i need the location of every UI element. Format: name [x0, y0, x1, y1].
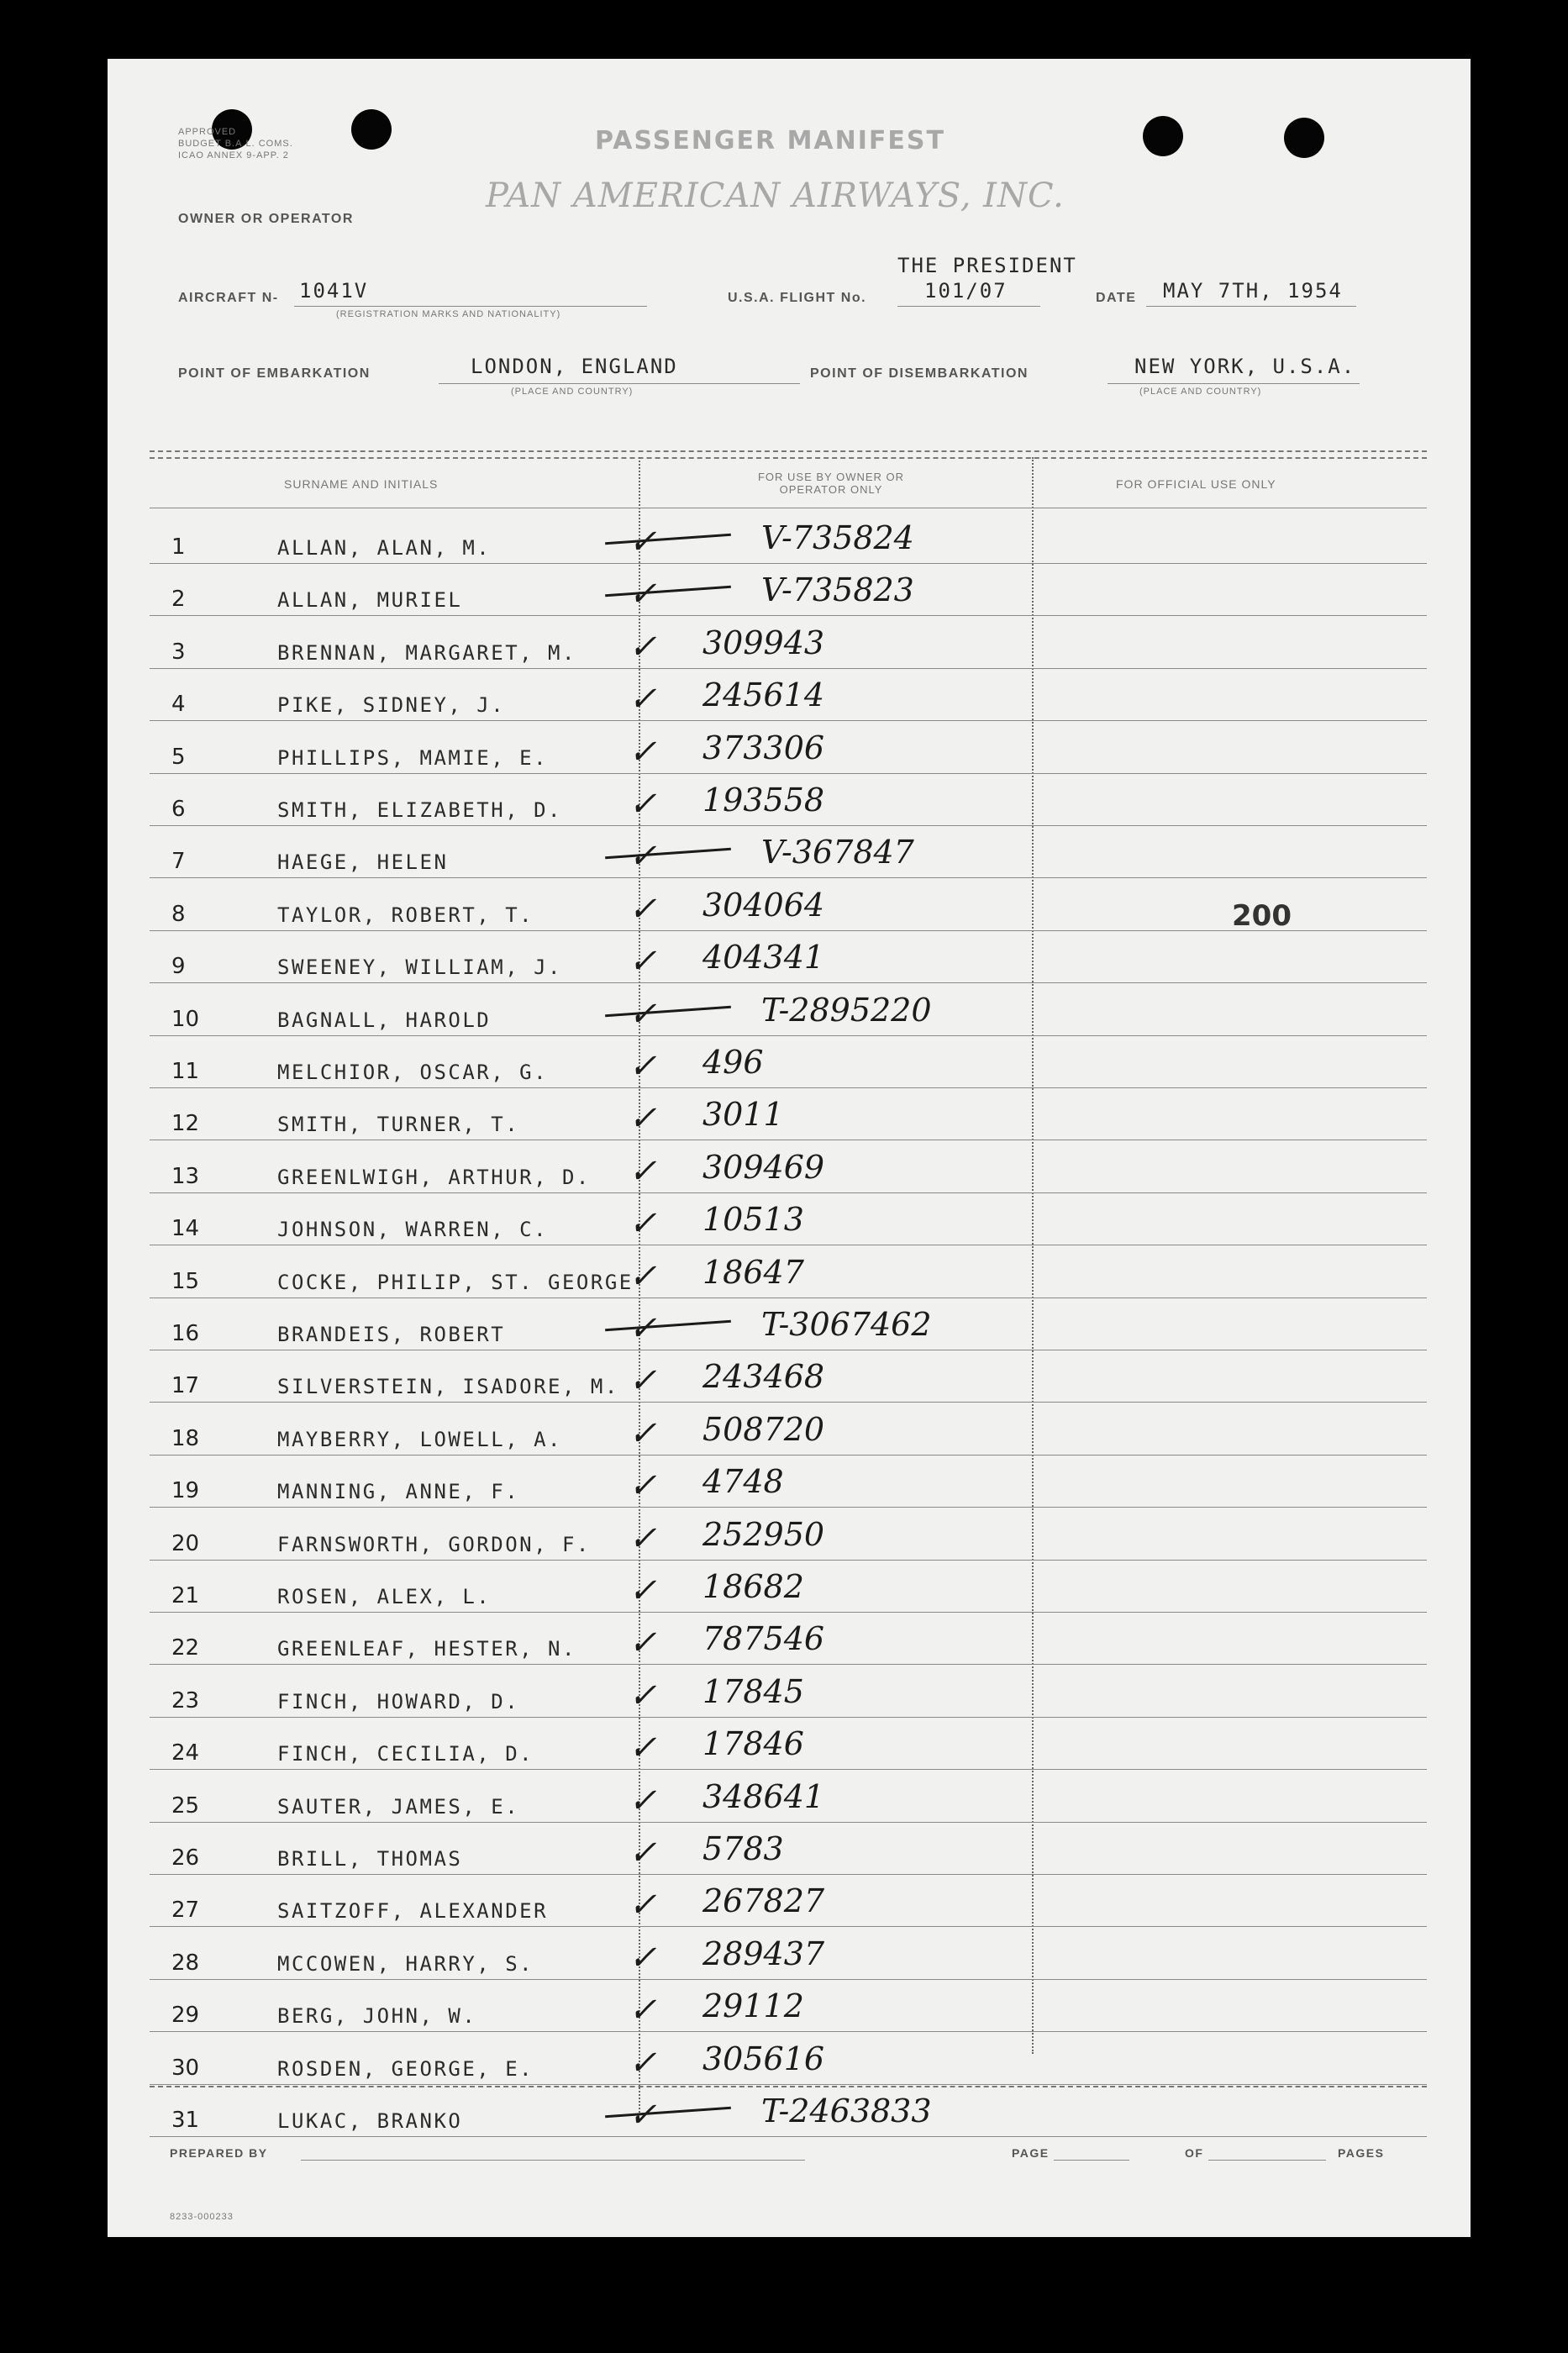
page-label: PAGE	[1012, 2146, 1050, 2160]
check-mark-icon: ✓	[629, 942, 657, 982]
check-mark-icon: ✓	[629, 1151, 657, 1191]
check-mark-icon: ✓	[629, 2096, 657, 2135]
row-number: 15	[171, 1268, 200, 1294]
row-number: 26	[171, 1845, 200, 1871]
passenger-name: FARNSWORTH, GORDON, F.	[277, 1532, 591, 1556]
passenger-name: TAYLOR, ROBERT, T.	[277, 903, 534, 927]
row-number: 8	[171, 901, 186, 927]
passport-number: 304064	[702, 886, 825, 924]
passenger-name: MCCOWEN, HARRY, S.	[277, 1951, 534, 1976]
passenger-name: FINCH, HOWARD, D.	[277, 1689, 520, 1713]
check-mark-icon: ✓	[629, 523, 657, 561]
row-rule	[150, 2084, 1427, 2085]
strike-mark	[605, 2107, 731, 2118]
check-mark-icon: ✓	[629, 1834, 657, 1872]
check-mark-icon: ✓	[629, 1466, 657, 1506]
column-owner-use: FOR USE BY OWNER OR OPERATOR ONLY	[757, 471, 905, 496]
passport-number: V-735824	[761, 519, 914, 556]
row-number: 20	[171, 1530, 200, 1556]
passenger-name: ROSEN, ALEX, L.	[277, 1585, 492, 1608]
check-mark-icon: ✓	[629, 1361, 657, 1401]
passport-number: 18647	[702, 1253, 804, 1291]
row-rule	[150, 982, 1427, 983]
row-number: 2	[171, 587, 186, 613]
passport-number: 18682	[702, 1568, 804, 1605]
row-number: 6	[171, 797, 186, 822]
manifest-title: PASSENGER MANIFEST	[595, 126, 945, 155]
flight-name: THE PRESIDENT	[897, 254, 1077, 277]
row-number: 7	[171, 849, 186, 875]
row-number: 14	[171, 1216, 200, 1242]
passenger-name: BRENNAN, MARGARET, M.	[277, 640, 576, 665]
passport-number: 309943	[702, 624, 825, 661]
passenger-name: BRILL, THOMAS	[277, 1847, 463, 1871]
passenger-name: BAGNALL, HAROLD	[277, 1008, 492, 1032]
passenger-name: SMITH, TURNER, T.	[277, 1113, 520, 1137]
check-mark-icon: ✓	[629, 575, 657, 614]
form-code-line: BUDGET B.A.L. COMS.	[178, 139, 293, 149]
passenger-name: MELCHIOR, OSCAR, G.	[277, 1061, 549, 1084]
strike-mark	[605, 534, 731, 545]
passenger-name: BRANDEIS, ROBERT	[277, 1323, 506, 1346]
row-number: 3	[171, 639, 186, 665]
passport-number: 252950	[702, 1515, 825, 1553]
passport-number: T-2463833	[761, 2092, 932, 2129]
aircraft-label: AIRCRAFT N-	[178, 291, 279, 305]
date-value: MAY 7TH, 1954	[1163, 279, 1343, 303]
strike-mark	[605, 586, 731, 597]
check-mark-icon: ✓	[629, 994, 657, 1034]
row-rule	[150, 773, 1427, 774]
column-surname: SURNAME AND INITIALS	[284, 477, 439, 491]
row-rule	[150, 1822, 1427, 1823]
check-mark-icon: ✓	[629, 1624, 657, 1663]
passport-number: 496	[702, 1044, 764, 1081]
row-rule	[150, 1402, 1427, 1403]
passenger-name: COCKE, PHILIP, ST. GEORGE	[277, 1270, 634, 1294]
check-mark-icon: ✓	[629, 889, 657, 929]
date-label: DATE	[1096, 291, 1137, 305]
row-rule	[150, 1874, 1427, 1875]
airline-name: PAN AMERICAN AIRWAYS, INC.	[486, 176, 1065, 215]
passport-number: 5783	[702, 1830, 784, 1867]
check-mark-icon: ✓	[629, 1781, 657, 1820]
row-number: 27	[171, 1898, 200, 1924]
passport-number: 508720	[702, 1410, 825, 1448]
row-number: 25	[171, 1792, 200, 1819]
passenger-name: SWEENEY, WILLIAM, J.	[277, 955, 562, 980]
passenger-name: SILVERSTEIN, ISADORE, M.	[277, 1375, 619, 1399]
row-number: 5	[171, 744, 186, 770]
row-rule	[150, 1560, 1427, 1561]
row-rule	[150, 1507, 1427, 1508]
prepared-by-label: PREPARED BY	[170, 2146, 268, 2160]
passport-number: 4748	[702, 1463, 784, 1501]
passport-number: 193558	[702, 782, 825, 819]
row-number: 24	[171, 1740, 200, 1766]
official-note: 200	[1232, 899, 1292, 933]
row-rule	[150, 668, 1427, 669]
passenger-name: SAITZOFF, ALEXANDER	[277, 1899, 549, 1924]
row-number: 23	[171, 1687, 200, 1713]
row-number: 19	[171, 1478, 200, 1504]
row-number: 9	[171, 954, 186, 980]
row-rule	[150, 1612, 1427, 1613]
passport-number: V-367847	[761, 834, 914, 871]
row-rule	[150, 1192, 1427, 1193]
passenger-name: SMITH, ELIZABETH, D.	[277, 798, 562, 822]
row-number: 29	[171, 2003, 200, 2029]
disembark-label: POINT OF DISEMBARKATION	[810, 366, 1029, 381]
row-number: 17	[171, 1373, 200, 1399]
passenger-name: LUKAC, BRANKO	[277, 2109, 463, 2133]
passport-number: 289437	[702, 1935, 825, 1972]
passport-number: 17845	[702, 1672, 804, 1710]
check-mark-icon: ✓	[629, 627, 657, 666]
form-code-line: APPROVED	[178, 127, 237, 137]
passenger-name: PIKE, SIDNEY, J.	[277, 693, 506, 718]
passenger-name: BERG, JOHN, W.	[277, 2004, 477, 2029]
passport-number: 10513	[702, 1201, 804, 1239]
passport-number: 29112	[702, 1987, 804, 2025]
check-mark-icon: ✓	[629, 732, 657, 771]
row-number: 31	[171, 2108, 200, 2133]
passenger-name: GREENLEAF, HESTER, N.	[277, 1637, 576, 1661]
check-mark-icon: ✓	[629, 680, 657, 719]
row-rule	[150, 1926, 1427, 1927]
flight-label: U.S.A. FLIGHT No.	[728, 291, 867, 305]
row-rule	[150, 1979, 1427, 1980]
passenger-name: JOHNSON, WARREN, C.	[277, 1218, 549, 1242]
row-number: 16	[171, 1321, 200, 1346]
row-rule	[150, 2031, 1427, 2032]
row-rule	[150, 877, 1427, 878]
check-mark-icon: ✓	[629, 785, 657, 824]
passport-number: 305616	[702, 2040, 825, 2077]
check-mark-icon: ✓	[629, 1571, 657, 1610]
owner-label: OWNER OR OPERATOR	[178, 212, 354, 226]
passport-number: 348641	[702, 1777, 825, 1815]
strike-mark	[605, 1320, 731, 1331]
row-rule	[150, 2136, 1427, 2137]
punch-hole	[351, 109, 392, 150]
passport-number: 3011	[702, 1096, 784, 1134]
row-rule	[150, 1664, 1427, 1665]
passenger-name: MAYBERRY, LOWELL, A.	[277, 1427, 562, 1451]
check-mark-icon: ✓	[629, 1938, 657, 1977]
disembark-value: NEW YORK, U.S.A.	[1134, 355, 1356, 378]
of-label: OF	[1185, 2146, 1204, 2160]
check-mark-icon: ✓	[629, 1729, 657, 1768]
passport-number: 404341	[702, 939, 825, 976]
check-mark-icon: ✓	[629, 1099, 657, 1139]
check-mark-icon: ✓	[629, 1413, 657, 1453]
manifest-sheet	[108, 59, 1471, 2237]
flight-number: 101/07	[924, 279, 1008, 303]
passenger-name: SAUTER, JAMES, E.	[277, 1794, 520, 1819]
passenger-name: GREENLWIGH, ARTHUR, D.	[277, 1165, 591, 1189]
passport-number: 267827	[702, 1882, 825, 1920]
passport-number: T-3067462	[761, 1306, 932, 1343]
passenger-name: ROSDEN, GEORGE, E.	[277, 2056, 534, 2081]
embark-sublabel: (PLACE AND COUNTRY)	[511, 387, 634, 397]
row-number: 22	[171, 1635, 200, 1661]
check-mark-icon: ✓	[629, 1676, 657, 1715]
passport-number: 243468	[702, 1358, 825, 1396]
strike-mark	[605, 1005, 731, 1016]
row-number: 12	[171, 1111, 200, 1137]
passport-number: 787546	[702, 1620, 825, 1658]
form-code-block	[178, 126, 293, 161]
form-code: 8233-000233	[170, 2212, 234, 2222]
row-rule	[150, 1035, 1427, 1036]
row-number: 1	[171, 534, 186, 560]
punch-hole	[1284, 118, 1324, 158]
check-mark-icon: ✓	[629, 837, 657, 876]
passport-number: 245614	[702, 676, 825, 714]
row-rule	[150, 563, 1427, 564]
passenger-name: FINCH, CECILIA, D.	[277, 1742, 534, 1766]
row-rule	[150, 720, 1427, 721]
passport-number: T-2895220	[761, 991, 932, 1029]
check-mark-icon: ✓	[629, 1309, 657, 1348]
passenger-name: HAEGE, HELEN	[277, 850, 449, 875]
strike-mark	[605, 848, 731, 859]
row-rule	[150, 615, 1427, 616]
passenger-name: MANNING, ANNE, F.	[277, 1480, 520, 1504]
row-number: 4	[171, 692, 186, 718]
check-mark-icon: ✓	[629, 1991, 657, 2030]
passenger-name: ALLAN, MURIEL	[277, 588, 463, 613]
passport-number: V-735823	[761, 571, 914, 609]
passport-number: 309469	[702, 1148, 825, 1186]
passport-number: 17846	[702, 1725, 804, 1763]
row-number: 13	[171, 1163, 200, 1189]
row-number: 28	[171, 1950, 200, 1976]
embark-value: LONDON, ENGLAND	[471, 355, 678, 378]
row-number: 18	[171, 1425, 200, 1451]
punch-hole	[1143, 116, 1183, 156]
row-rule	[150, 825, 1427, 826]
check-mark-icon: ✓	[629, 1519, 657, 1558]
pages-label: PAGES	[1338, 2146, 1385, 2160]
row-number: 21	[171, 1583, 200, 1608]
passenger-name: ALLAN, ALAN, M.	[277, 536, 492, 560]
embark-label: POINT OF EMBARKATION	[178, 366, 371, 381]
disembark-sublabel: (PLACE AND COUNTRY)	[1139, 387, 1262, 397]
row-rule	[150, 1087, 1427, 1088]
form-code-line: ICAO ANNEX 9-APP. 2	[178, 150, 289, 161]
aircraft-number: 1041V	[299, 279, 369, 303]
aircraft-sublabel: (REGISTRATION MARKS AND NATIONALITY)	[336, 309, 561, 319]
row-number: 10	[171, 1006, 200, 1032]
check-mark-icon: ✓	[629, 1047, 657, 1086]
check-mark-icon: ✓	[629, 2043, 657, 2082]
row-number: 30	[171, 2055, 200, 2081]
column-official-use: FOR OFFICIAL USE ONLY	[1116, 477, 1276, 491]
row-rule	[150, 1769, 1427, 1770]
passport-number: 373306	[702, 729, 825, 766]
check-mark-icon: ✓	[629, 1256, 657, 1296]
row-rule	[150, 1717, 1427, 1718]
check-mark-icon: ✓	[629, 1204, 657, 1244]
check-mark-icon: ✓	[629, 1886, 657, 1925]
passenger-name: PHILLIPS, MAMIE, E.	[277, 745, 549, 770]
row-number: 11	[171, 1059, 200, 1084]
